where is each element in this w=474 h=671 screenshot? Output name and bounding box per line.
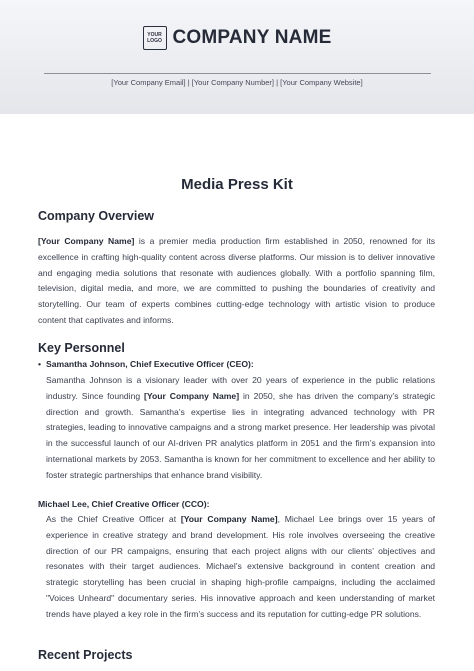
person-2-title: Michael Lee, Chief Creative Officer (CCO): [38, 499, 210, 509]
person-1-text-b: in 2050, she has driven the company’s strategic direction and growth. Samantha’s expertise lies in integrating advanced technology with PR strategies, leading to innovative campaigns and a strong market presence. Her leadership was pivotal in the successful launch of our AI-driven PR analytics platform in 2051 and the firm’s expansion into international markets by 2053. Samantha is known for her commitment to excellence and her ability to foster strategic partnerships that enhance brand visibility. [46, 390, 435, 480]
logo-row [0, 26, 474, 50]
logo-placeholder [143, 26, 167, 50]
projects-heading: Recent Projects [38, 648, 133, 662]
person-2-text-b: , Michael Lee brings over 15 years of experience in creative strategy and brand development. His role involves overseeing the creative direction of our PR campaigns, ensuring that each project aligns with our clients’ objectives and resonates with their target audiences. Michael’s extensive background in content creation and strategic storytelling has been crucial in shaping high-profile campaigns, including the acclaimed "Voices Unheard" documentary series. His innovative approach and keen understanding of market trends have played a key role in the firm’s success and its reputation for cutting-edge PR solutions. [46, 514, 435, 619]
person-2-text-a: As the Chief Creative Officer at [46, 514, 181, 524]
person-1-title: Samantha Johnson, Chief Executive Officer (CEO): [46, 359, 254, 369]
overview-text: is a premier media production firm established in 2050, renowned for its excellence in crafting high-quality content across diverse platforms. Our mission is to deliver innovative and engaging media solutions that resonate with audiences globally. With a portfolio spanning film, television, digital media, and more, we are committed to pushing the boundaries of creativity and storytelling. Our team of experts combines cutting-edge technology with artistic vision to produce content that captivates and informs. [38, 236, 435, 325]
document-title: Media Press Kit [181, 176, 293, 193]
personnel-heading: Key Personnel [38, 341, 125, 355]
company-name: COMPANY NAME [172, 27, 332, 48]
logo-line-1: YOUR [147, 32, 162, 38]
overview-paragraph [38, 234, 435, 329]
personnel-item-title [38, 359, 254, 369]
logo-line-2: LOGO [147, 38, 162, 44]
page-header [0, 0, 474, 114]
overview-company-name: [Your Company Name] [38, 236, 135, 246]
overview-heading: Company Overview [38, 209, 155, 223]
contact-line: [Your Company Email] | [Your Company Number] | [Your Company Website] [111, 78, 363, 87]
person-2-description [46, 512, 435, 623]
bullet-icon: • [38, 359, 42, 369]
personnel-item-title [38, 499, 209, 509]
person-1-text-a: Samantha Johnson is a visionary leader with over 20 years of experience in the public relations industry. Since founding [46, 375, 435, 401]
person-1-description [46, 373, 435, 484]
header-divider [44, 73, 431, 74]
person-1-company-name: [Your Company Name] [144, 390, 240, 401]
person-2-company-name: [Your Company Name] [180, 514, 278, 524]
